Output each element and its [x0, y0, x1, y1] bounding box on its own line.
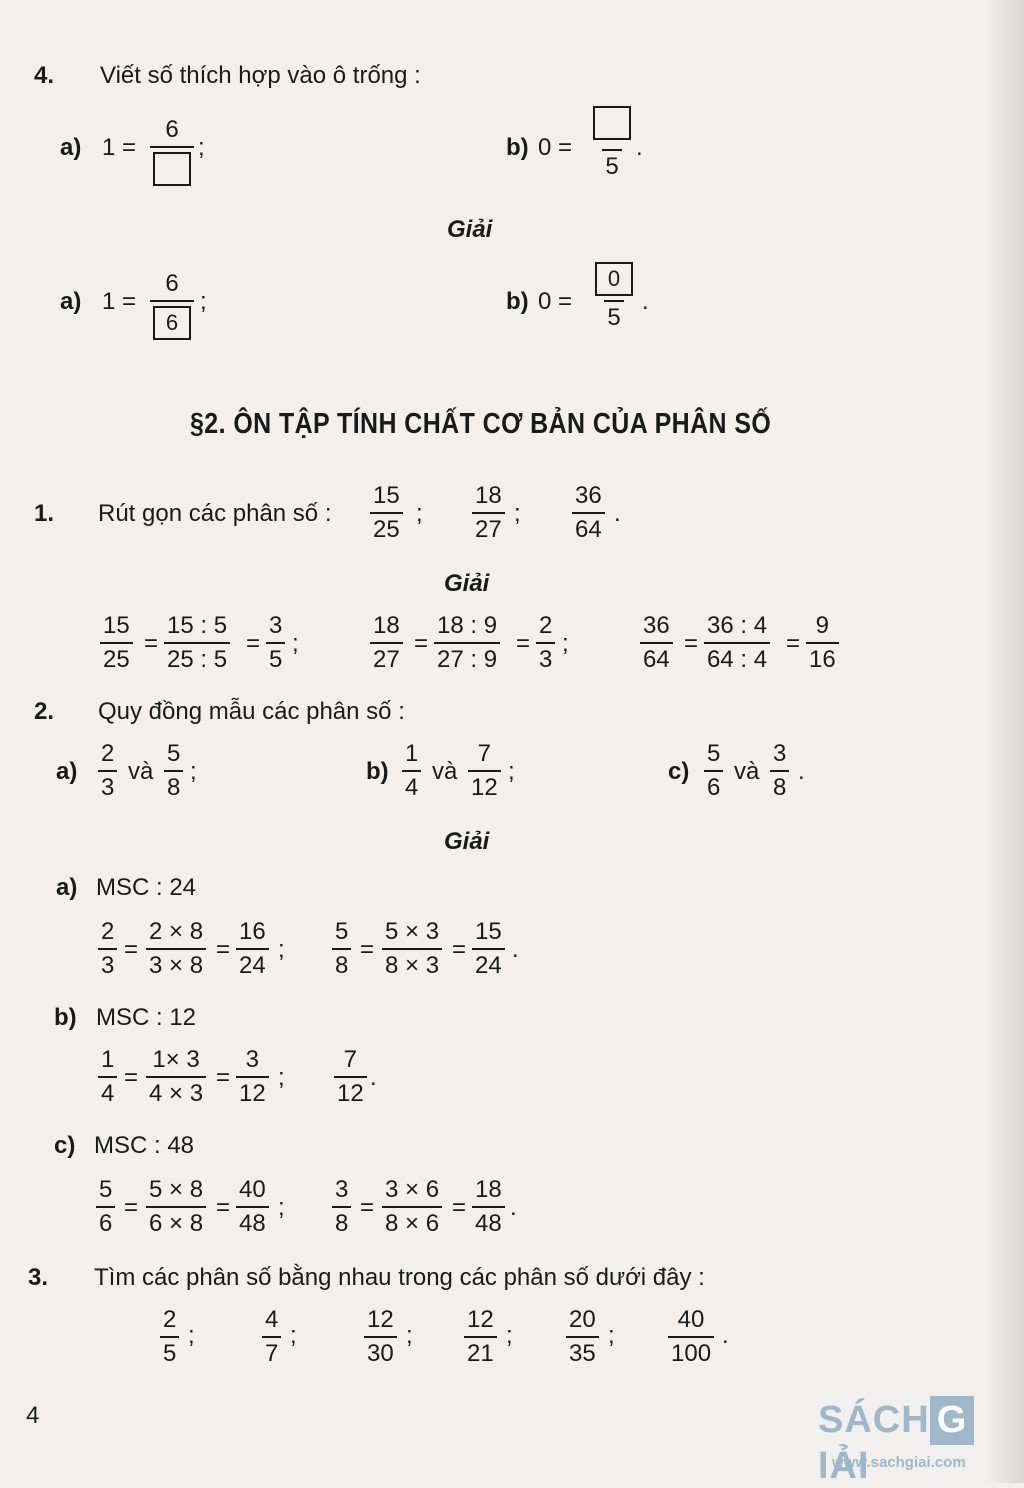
- exercise-1-number: 1.: [34, 500, 55, 527]
- empty-box[interactable]: [593, 106, 631, 140]
- numerator: 3: [773, 740, 787, 767]
- fraction: [262, 1308, 281, 1366]
- punct: ;: [608, 1322, 615, 1349]
- numerator: 1: [101, 1046, 115, 1073]
- solution-heading: Giải: [444, 828, 490, 855]
- numerator: 40: [677, 1306, 705, 1333]
- punct: .: [636, 134, 643, 161]
- exercise-3-number: 3.: [28, 1264, 49, 1291]
- numerator: 2: [101, 740, 115, 767]
- fraction: [472, 920, 505, 978]
- numerator: 2: [539, 612, 553, 639]
- numerator: 2: [163, 1306, 177, 1333]
- numerator: 18: [475, 482, 502, 509]
- punct: ;: [562, 630, 569, 657]
- punct: ;: [200, 288, 207, 315]
- denominator: 27: [472, 512, 505, 542]
- fraction: [164, 742, 183, 800]
- fraction: [370, 614, 403, 672]
- denominator: 4: [402, 770, 421, 800]
- denominator: 25: [100, 642, 133, 672]
- denominator: 3 × 8: [146, 948, 206, 978]
- exercise-2b-label: b): [366, 758, 389, 785]
- numerator: 6: [165, 270, 179, 297]
- punct: ;: [514, 500, 521, 527]
- fraction: [704, 614, 770, 672]
- fraction: [236, 1048, 269, 1106]
- fraction: [100, 614, 133, 672]
- denominator: 6 × 8: [146, 1206, 206, 1236]
- exercise-2c-label: c): [668, 758, 690, 785]
- numerator: 2: [101, 918, 115, 945]
- punct: .: [512, 936, 519, 963]
- fraction: [364, 1308, 397, 1366]
- denominator: 8: [332, 948, 351, 978]
- denominator: 5: [602, 149, 621, 179]
- filled-box: 6: [153, 306, 191, 340]
- fraction: [382, 1178, 442, 1236]
- denominator: 25: [370, 512, 403, 542]
- numerator: 1: [405, 740, 419, 767]
- denominator: 8 × 6: [382, 1206, 442, 1236]
- denominator: 3: [98, 948, 117, 978]
- fraction: [572, 484, 605, 542]
- equals-sign: =: [216, 1064, 231, 1091]
- equals-sign: =: [452, 936, 467, 963]
- numerator: 12: [367, 1306, 394, 1333]
- denominator: 8 × 3: [382, 948, 442, 978]
- punct: ;: [198, 134, 205, 161]
- denominator: 27 : 9: [434, 642, 500, 672]
- fraction: [146, 1178, 206, 1236]
- numerator: 3: [335, 1176, 349, 1203]
- solution-4b-lhs: 0 =: [538, 288, 573, 315]
- fraction: [472, 484, 505, 542]
- numerator: 20: [569, 1306, 596, 1333]
- numerator: [590, 106, 634, 149]
- numerator: 3: [269, 612, 283, 639]
- denominator: 27: [370, 642, 403, 672]
- denominator: 4: [98, 1076, 117, 1106]
- numerator: 12: [467, 1306, 494, 1333]
- solution-4a-fraction: [150, 272, 194, 340]
- fraction: [566, 1308, 599, 1366]
- fraction: [806, 614, 839, 672]
- fraction: [146, 920, 206, 978]
- solution-heading: Giải: [444, 570, 490, 597]
- fraction: [160, 1308, 179, 1366]
- equals-sign: =: [124, 1064, 139, 1091]
- fraction: [536, 614, 555, 672]
- denominator: 25 : 5: [164, 642, 230, 672]
- numerator: 7: [477, 740, 492, 767]
- punct: .: [642, 288, 649, 315]
- numerator: 16: [239, 918, 266, 945]
- denominator: 30: [364, 1336, 397, 1366]
- word-and: và: [128, 758, 154, 785]
- page-number: 4: [26, 1402, 40, 1429]
- solution-2a-label: a): [56, 874, 78, 901]
- exercise-4b-fraction: [590, 106, 634, 179]
- fraction: [402, 742, 421, 800]
- denominator: 64: [640, 642, 673, 672]
- fraction: [236, 920, 269, 978]
- numerator: 5: [167, 740, 181, 767]
- exercise-4-title: Viết số thích hợp vào ô trống :: [100, 62, 421, 89]
- denominator: [150, 300, 194, 340]
- numerator: 3: [245, 1046, 260, 1073]
- fraction: [770, 742, 789, 800]
- fraction: [640, 614, 673, 672]
- denominator: 5: [266, 642, 285, 672]
- numerator: 15 : 5: [167, 612, 228, 639]
- exercise-4b-lhs: 0 =: [538, 134, 573, 161]
- denominator: 24: [236, 948, 269, 978]
- numerator: 36 : 4: [707, 612, 768, 639]
- exercise-2-number: 2.: [34, 698, 55, 725]
- numerator: 5: [99, 1176, 113, 1203]
- fraction: [668, 1308, 714, 1366]
- fraction: [382, 920, 442, 978]
- numerator: 18: [475, 1176, 502, 1203]
- solution-4a-label: a): [60, 288, 82, 315]
- equals-sign: =: [360, 1194, 375, 1221]
- section-title: §2. ÔN TẬP TÍNH CHẤT CƠ BẢN CỦA PHÂN SỐ: [190, 408, 772, 440]
- denominator: 12: [236, 1076, 269, 1106]
- denominator: 6: [704, 770, 723, 800]
- fraction: [146, 1048, 206, 1106]
- numerator: [592, 262, 636, 300]
- equals-sign: =: [246, 630, 261, 657]
- punct: .: [722, 1322, 729, 1349]
- fraction: [96, 1178, 115, 1236]
- punct: ;: [506, 1322, 513, 1349]
- numerator: 36: [575, 482, 602, 509]
- punct: .: [370, 1064, 377, 1091]
- word-and: và: [432, 758, 458, 785]
- fraction: [164, 614, 230, 672]
- punct: .: [510, 1194, 517, 1221]
- numerator: 5: [335, 918, 349, 945]
- denominator: 8: [332, 1206, 351, 1236]
- punct: .: [798, 758, 805, 785]
- denominator: 24: [472, 948, 505, 978]
- logo-box-letter: G: [930, 1396, 975, 1445]
- denominator: 6: [96, 1206, 115, 1236]
- numerator: 7: [343, 1046, 358, 1073]
- equals-sign: =: [216, 1194, 231, 1221]
- fraction: [370, 484, 403, 542]
- denominator: 5: [160, 1336, 179, 1366]
- denominator: 48: [236, 1206, 269, 1236]
- numerator: 3 × 6: [385, 1176, 440, 1203]
- fraction: [704, 742, 723, 800]
- fraction: [98, 920, 117, 978]
- equals-sign: =: [452, 1194, 467, 1221]
- solution-4b-label: b): [506, 288, 529, 315]
- solution-2b-label: b): [54, 1004, 77, 1031]
- equals-sign: =: [516, 630, 531, 657]
- numerator: 40: [239, 1176, 266, 1203]
- punct: .: [614, 500, 621, 527]
- equals-sign: =: [786, 630, 801, 657]
- numerator: 18: [373, 612, 400, 639]
- denominator: 16: [806, 642, 839, 672]
- denominator: 7: [262, 1336, 281, 1366]
- punct: ;: [416, 500, 423, 527]
- filled-box: 0: [595, 262, 633, 296]
- sachgiai-logo: SÁCH GIẢI: [818, 1396, 1024, 1488]
- equals-sign: =: [360, 936, 375, 963]
- page-edge-shadow: [986, 0, 1024, 1483]
- solution-2c-label: c): [54, 1132, 76, 1159]
- fraction: [468, 742, 501, 800]
- exercise-2a-label: a): [56, 758, 78, 785]
- equals-sign: =: [144, 630, 159, 657]
- numerator: 15: [373, 482, 400, 509]
- fraction: [236, 1178, 269, 1236]
- punct: ;: [508, 758, 515, 785]
- denominator: 12: [468, 770, 501, 800]
- exercise-4a-lhs: 1 =: [102, 134, 137, 161]
- punct: ;: [278, 1194, 285, 1221]
- numerator: 4: [265, 1306, 279, 1333]
- solution-heading: Giải: [447, 216, 493, 243]
- numerator: 15: [103, 612, 130, 639]
- solution-4b-fraction: [592, 262, 636, 330]
- numerator: 1× 3: [152, 1046, 200, 1073]
- punct: ;: [278, 1064, 285, 1091]
- numerator: 5 × 3: [385, 918, 440, 945]
- exercise-4-number: 4.: [34, 62, 55, 89]
- punct: ;: [290, 1322, 297, 1349]
- punct: ;: [190, 758, 197, 785]
- denominator: 3: [536, 642, 555, 672]
- denominator: 48: [472, 1206, 505, 1236]
- empty-box[interactable]: [153, 152, 191, 186]
- equals-sign: =: [216, 936, 231, 963]
- numerator: 6: [165, 116, 179, 143]
- numerator: 5: [707, 740, 721, 767]
- numerator: 18 : 9: [437, 612, 498, 639]
- equals-sign: =: [414, 630, 429, 657]
- numerator: 5 × 8: [149, 1176, 204, 1203]
- exercise-2-title: Quy đồng mẫu các phân số :: [98, 698, 405, 725]
- denominator: 64: [572, 512, 605, 542]
- fraction: [98, 1048, 117, 1106]
- numerator: 15: [475, 918, 502, 945]
- watermark-url[interactable]: www.sachgiai.com: [832, 1454, 966, 1471]
- exercise-4a-fraction: [150, 118, 194, 191]
- solution-2a-msc: MSC : 24: [96, 874, 197, 901]
- punct: ;: [292, 630, 299, 657]
- numerator: 9: [815, 612, 830, 639]
- denominator: 35: [566, 1336, 599, 1366]
- numerator: 2 × 8: [149, 918, 204, 945]
- punct: ;: [406, 1322, 413, 1349]
- numerator: 36: [643, 612, 670, 639]
- equals-sign: =: [124, 936, 139, 963]
- fraction: [332, 1178, 351, 1236]
- denominator: 3: [98, 770, 117, 800]
- denominator: [150, 146, 194, 191]
- denominator: 8: [770, 770, 789, 800]
- equals-sign: =: [124, 1194, 139, 1221]
- punct: ;: [278, 936, 285, 963]
- denominator: 8: [164, 770, 183, 800]
- denominator: 100: [668, 1336, 714, 1366]
- fraction: [472, 1178, 505, 1236]
- fraction: [98, 742, 117, 800]
- fraction: [332, 920, 351, 978]
- solution-4a-lhs: 1 =: [102, 288, 137, 315]
- denominator: 21: [464, 1336, 497, 1366]
- exercise-4a-label: a): [60, 134, 82, 161]
- solution-2c-msc: MSC : 48: [94, 1132, 195, 1159]
- fraction: [464, 1308, 497, 1366]
- denominator: 12: [334, 1076, 367, 1106]
- solution-2b-msc: MSC : 12: [96, 1004, 197, 1031]
- exercise-4b-label: b): [506, 134, 529, 161]
- exercise-3-title: Tìm các phân số bằng nhau trong các phân số dưới đây :: [94, 1264, 705, 1291]
- exercise-1-title: Rút gọn các phân số :: [98, 500, 332, 527]
- denominator: 4 × 3: [146, 1076, 206, 1106]
- fraction: [266, 614, 285, 672]
- denominator: 64 : 4: [704, 642, 770, 672]
- punct: ;: [188, 1322, 195, 1349]
- fraction: [434, 614, 500, 672]
- word-and: và: [734, 758, 760, 785]
- equals-sign: =: [684, 630, 699, 657]
- denominator: 5: [604, 300, 623, 330]
- fraction: [334, 1048, 367, 1106]
